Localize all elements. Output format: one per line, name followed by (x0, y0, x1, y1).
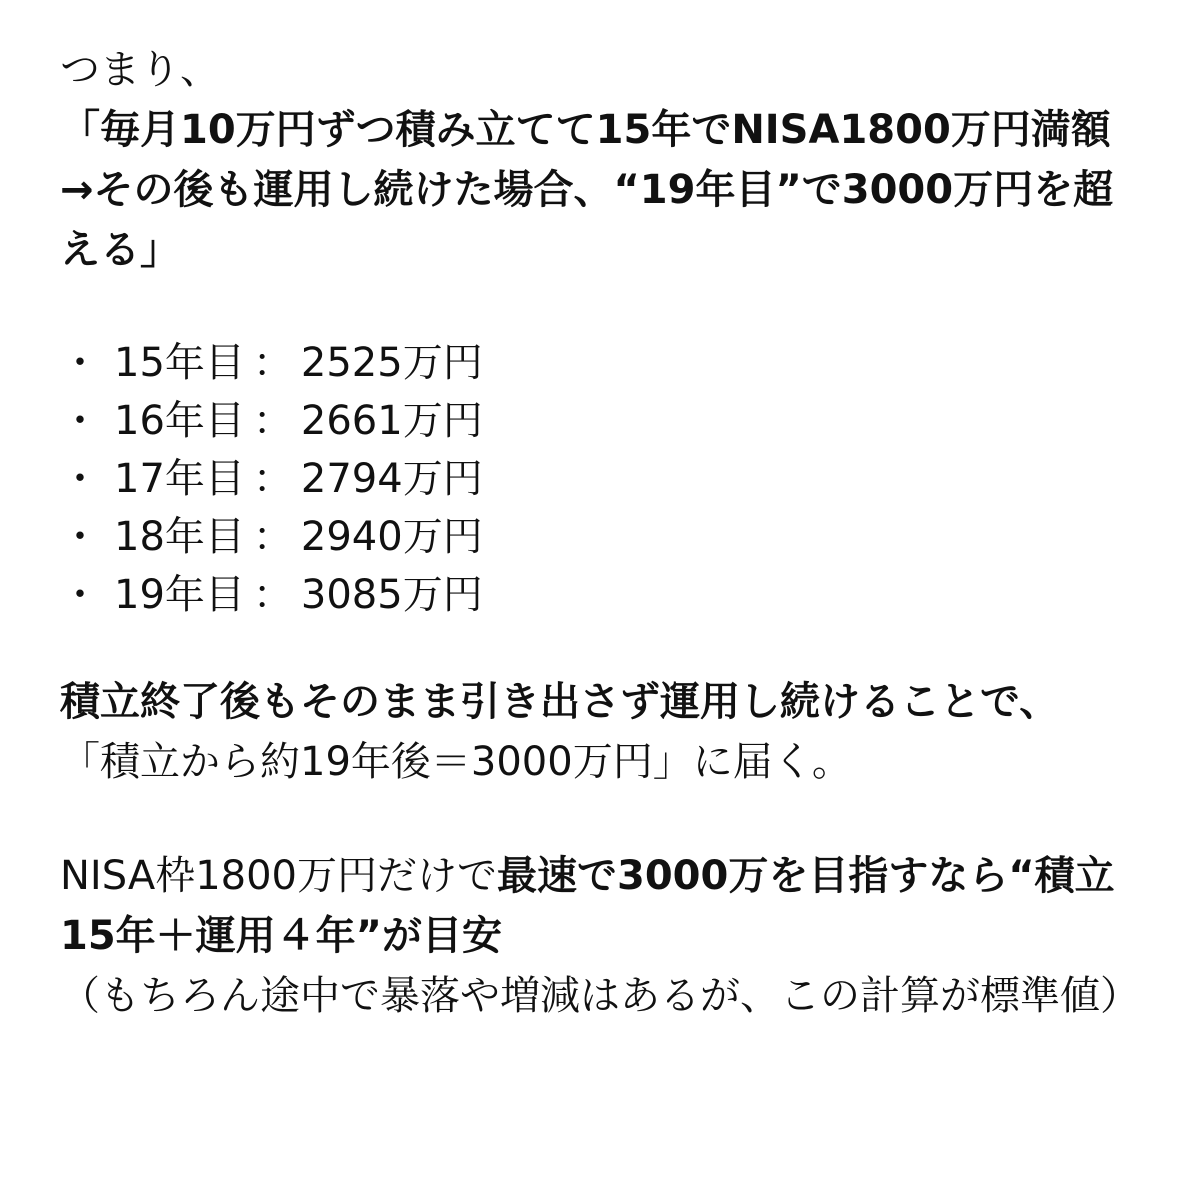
separator: ： (252, 340, 293, 386)
point-text: 「積立から約19年後＝3000万円」に届く。 (60, 739, 852, 785)
year-label: 16年目 (114, 398, 245, 444)
separator: ： (252, 456, 293, 502)
document-body (60, 40, 1140, 1026)
spacer (60, 792, 1140, 846)
amount-value: 2794万円 (300, 456, 483, 502)
point-emphasis: 積立終了後もそのまま引き出さず運用し続けることで、 (60, 679, 1060, 725)
intro-text: つまり、 (60, 47, 220, 93)
separator: ： (252, 572, 293, 618)
list-item (60, 392, 1140, 450)
conclusion-note: （もちろん途中で暴落や増減はあるが、この計算が標準値） (60, 973, 1140, 1019)
headline-text: 「毎月10万円ずつ積み立てて15年でNISA1800万円満額→その後も運用し続けた場合、“19年目”で3000万円を超える」 (60, 107, 1114, 273)
separator: ： (252, 398, 293, 444)
conclusion-text (60, 846, 1140, 966)
bullet: ・ (60, 572, 100, 618)
bullet: ・ (60, 456, 100, 502)
year-label: 18年目 (114, 514, 245, 560)
spacer (60, 280, 1140, 334)
year-label: 15年目 (114, 340, 245, 386)
bullet: ・ (60, 514, 100, 560)
year-label: 17年目 (114, 456, 245, 502)
conclusion-prefix: NISA枠1800万円だけで (60, 853, 498, 899)
bullet: ・ (60, 398, 100, 444)
list-item (60, 450, 1140, 508)
list-item (60, 334, 1140, 392)
amount-value: 2525万円 (300, 340, 483, 386)
spacer (60, 624, 1140, 672)
year-label: 19年目 (114, 572, 245, 618)
amount-value: 2940万円 (300, 514, 483, 560)
list-item (60, 508, 1140, 566)
list-item (60, 566, 1140, 624)
conclusion-emphasis: 最速で3000万を目指すなら“積立15年＋運用４年”が目安 (60, 853, 1115, 959)
projection-list (60, 334, 1140, 624)
amount-value: 3085万円 (300, 572, 483, 618)
separator: ： (252, 514, 293, 560)
amount-value: 2661万円 (300, 398, 483, 444)
bullet: ・ (60, 340, 100, 386)
